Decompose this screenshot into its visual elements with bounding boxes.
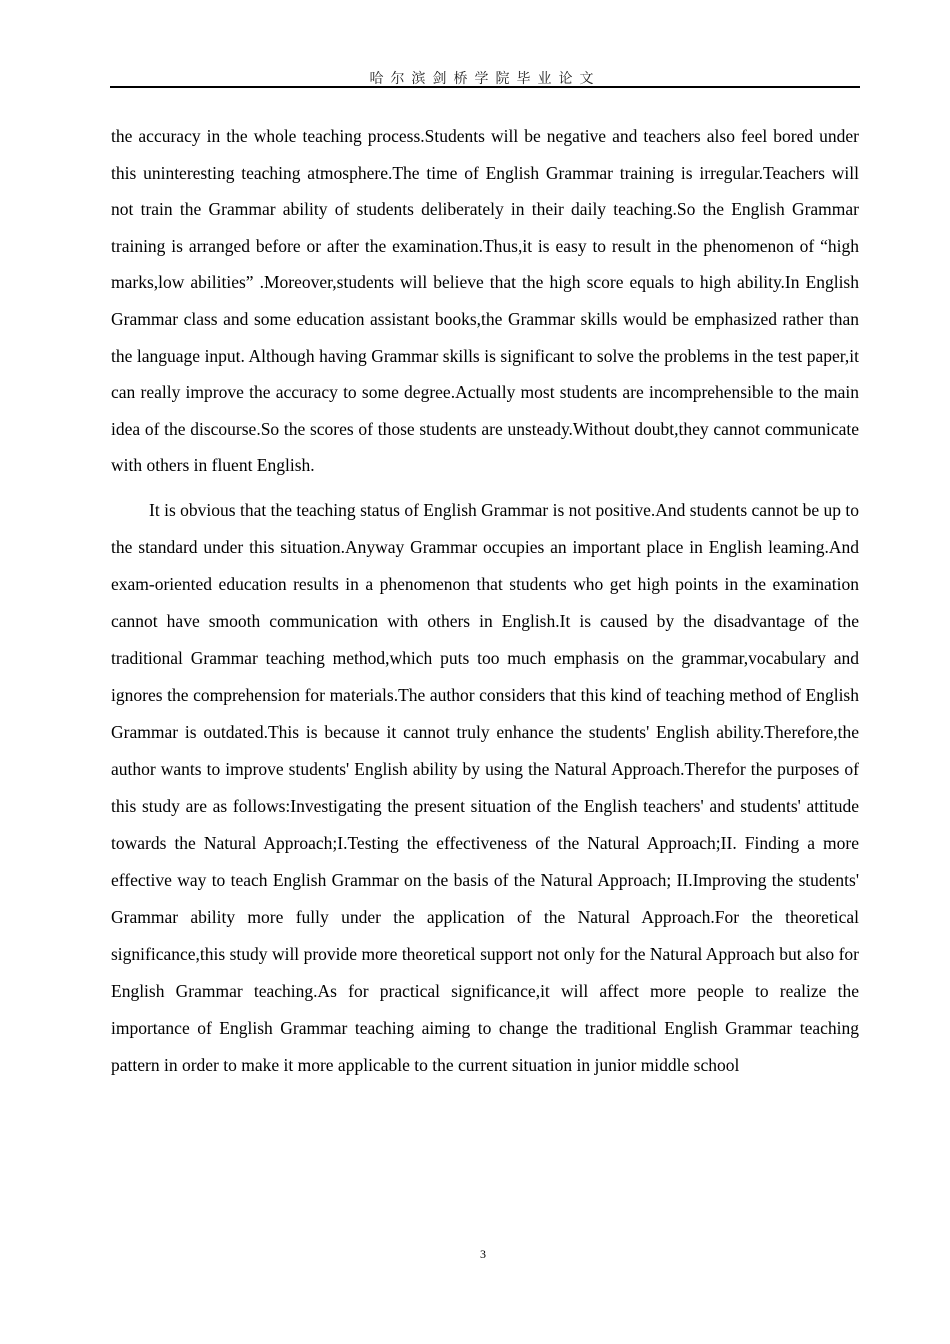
paragraph-1: the accuracy in the whole teaching process.Students will be negative and teachers also feel bored under this uninteresting teaching atmosphere.The time of English Grammar training is irregular.Teachers will not train the Grammar ability of students deliberately in their daily teaching.So the English Grammar training is arranged before or after the examination.Thus,it is easy to result in the phenomenon of “high marks,low abilities” .Moreover,students will believe that the high score equals to high ability.In English Grammar class and some education assistant books,the Grammar skills would be emphasized rather than the language input. Although having Grammar skills is significant to solve the problems in the test paper,it can really improve the accuracy to some degree.Actually most students are incomprehensible to the main idea of the discourse.So the scores of those students are unsteady.Without doubt,they cannot communicate with others in fluent English. [111, 126, 859, 476]
paragraph-2: It is obvious that the teaching status of English Grammar is not positive.And students cannot be up to the standard under this situation.Anyway Grammar occupies an important place in English leaming.And exam-oriented education results in a phenomenon that students who get high points in the examination cannot have smooth communication with others in English.It is caused by the disadvantage of the traditional Grammar teaching method,which puts too much emphasis on the grammar,vocabulary and ignores the comprehension for materials.The author considers that this kind of teaching method of English Grammar is outdated.This is because it cannot truly enhance the students' English ability.Therefore,the author wants to improve students' English ability by using the Natural Approach.Therefor the purposes of this study are as follows:Investigating the present situation of the English teachers' and students' attitude towards the Natural Approach;I.Testing the effectiveness of the Natural Approach;II. Finding a more effective way to teach English Grammar on the basis of the Natural Approach; II.Improving the students' Grammar ability more fully under the application of the Natural Approach.For the theoretical significance,this study will provide more theoretical support not only for the Natural Approach but also for English Grammar teaching.As for practical significance,it will affect more people to realize the importance of English Grammar teaching aiming to change the traditional English Grammar teaching pattern in order to make it more applicable to the current situation in junior middle school [111, 499, 859, 1075]
header-rule [110, 86, 860, 88]
page-number: 3 [480, 1247, 486, 1261]
body-text [111, 118, 859, 1084]
running-header: 哈尔滨剑桥学院毕业论文 [369, 71, 601, 87]
